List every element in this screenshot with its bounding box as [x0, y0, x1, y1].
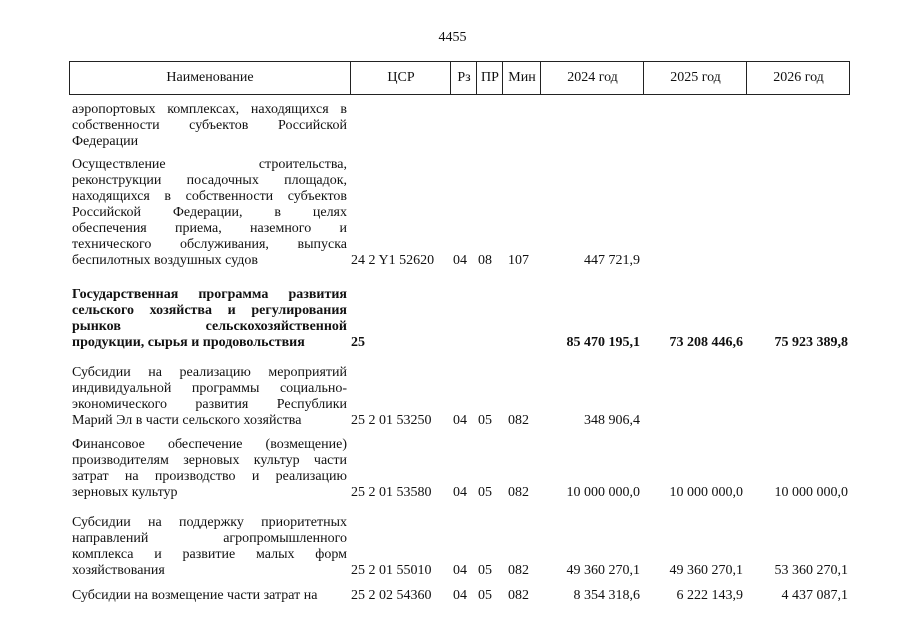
- cell-y2025: 6 222 143,9: [676, 588, 743, 603]
- row-name-line: продукции, сырья и продовольствия: [72, 335, 305, 350]
- cell-min: 082: [508, 563, 529, 578]
- cell-y2024: 49 360 270,1: [566, 563, 640, 578]
- header-min: Мин: [502, 62, 541, 94]
- cell-min: 107: [508, 253, 529, 268]
- table-header: [69, 61, 850, 95]
- row-name-line: технического обслуживания, выпуска: [72, 237, 347, 252]
- row-name: [72, 588, 347, 604]
- row-name-line: направлений агропромышленного: [72, 531, 347, 546]
- row-name-line: находящихся в собственности субъектов: [72, 189, 347, 204]
- cell-min: 082: [508, 413, 529, 428]
- cell-y2025: 73 208 446,6: [669, 335, 743, 350]
- row-name-line: Субсидии на поддержку приоритетных: [72, 515, 347, 530]
- cell-min: 082: [508, 485, 529, 500]
- row-name-line: Федерации: [72, 134, 139, 149]
- cell-csr: 25 2 01 55010: [351, 563, 432, 578]
- cell-y2024: 85 470 195,1: [566, 335, 640, 350]
- cell-rz: 04: [453, 413, 467, 428]
- header-name: Наименование: [166, 70, 254, 85]
- cell-y2024: 8 354 318,6: [573, 588, 640, 603]
- row-name: [72, 287, 347, 351]
- cell-y2024: 348 906,4: [584, 413, 640, 428]
- cell-y2025: 49 360 270,1: [669, 563, 743, 578]
- cell-y2025: 10 000 000,0: [669, 485, 743, 500]
- cell-csr: 25 2 02 54360: [351, 588, 432, 603]
- row-name-line: хозяйствования: [72, 563, 165, 578]
- cell-y2026: 10 000 000,0: [774, 485, 848, 500]
- cell-y2024: 447 721,9: [584, 253, 640, 268]
- row-name-line: аэропортовых комплексах, находящихся в: [72, 102, 347, 117]
- header-rz: Рз: [450, 62, 477, 94]
- row-name-line: Субсидии на возмещение части затрат на: [72, 588, 318, 603]
- row-name-line: Российской Федерации, в целях: [72, 205, 347, 220]
- cell-csr: 25 2 01 53580: [351, 485, 432, 500]
- header-2026: 2026 год: [746, 62, 850, 94]
- row-name-line: зерновых культур: [72, 485, 178, 500]
- row-name-line: беспилотных воздушных судов: [72, 253, 258, 268]
- row-name: [72, 437, 347, 501]
- cell-y2026: 53 360 270,1: [774, 563, 848, 578]
- cell-rz: 04: [453, 563, 467, 578]
- row-name-line: Субсидии на реализацию мероприятий: [72, 365, 347, 380]
- row-name-line: рынков сельскохозяйственной: [72, 319, 347, 334]
- row-name-line: сельского хозяйства и регулирования: [72, 303, 347, 318]
- cell-csr: 24 2 Y1 52620: [351, 253, 435, 268]
- header-2025: 2025 год: [643, 62, 747, 94]
- cell-y2026: 4 437 087,1: [781, 588, 848, 603]
- row-name-line: затрат на производство и реализацию: [72, 469, 347, 484]
- cell-rz: 04: [453, 485, 467, 500]
- row-name-line: собственности субъектов Российской: [72, 118, 347, 133]
- row-name-line: реконструкции посадочных площадок,: [72, 173, 347, 188]
- row-name-line: Осуществление строительства,: [72, 157, 347, 172]
- header-pr: ПР: [476, 62, 503, 94]
- cell-rz: 04: [453, 588, 467, 603]
- cell-pr: 08: [478, 253, 492, 268]
- row-name: [72, 102, 347, 150]
- row-name: [72, 515, 347, 579]
- cell-rz: 04: [453, 253, 467, 268]
- cell-pr: 05: [478, 413, 492, 428]
- cell-csr: 25: [351, 335, 365, 350]
- row-name-line: Финансовое обеспечение (возмещение): [72, 437, 347, 452]
- cell-pr: 05: [478, 588, 492, 603]
- row-name-line: комплекса и развитие малых форм: [72, 547, 347, 562]
- row-name-line: экономического развития Республики: [72, 397, 347, 412]
- row-name-line: производителям зерновых культур части: [72, 453, 347, 468]
- header-csr: ЦСР: [350, 62, 451, 94]
- cell-pr: 05: [478, 563, 492, 578]
- page-number: 4455: [438, 30, 467, 45]
- cell-min: 082: [508, 588, 529, 603]
- row-name-line: обеспечения приема, наземного и: [72, 221, 347, 236]
- row-name-line: Государственная программа развития: [72, 287, 347, 302]
- cell-y2026: 75 923 389,8: [774, 335, 848, 350]
- header-2024: 2024 год: [540, 62, 644, 94]
- cell-pr: 05: [478, 485, 492, 500]
- row-name-line: индивидуальной программы социально-: [72, 381, 347, 396]
- row-name-line: Марий Эл в части сельского хозяйства: [72, 413, 302, 428]
- row-name: [72, 365, 347, 429]
- row-name: [72, 157, 347, 269]
- cell-csr: 25 2 01 53250: [351, 413, 432, 428]
- cell-y2024: 10 000 000,0: [566, 485, 640, 500]
